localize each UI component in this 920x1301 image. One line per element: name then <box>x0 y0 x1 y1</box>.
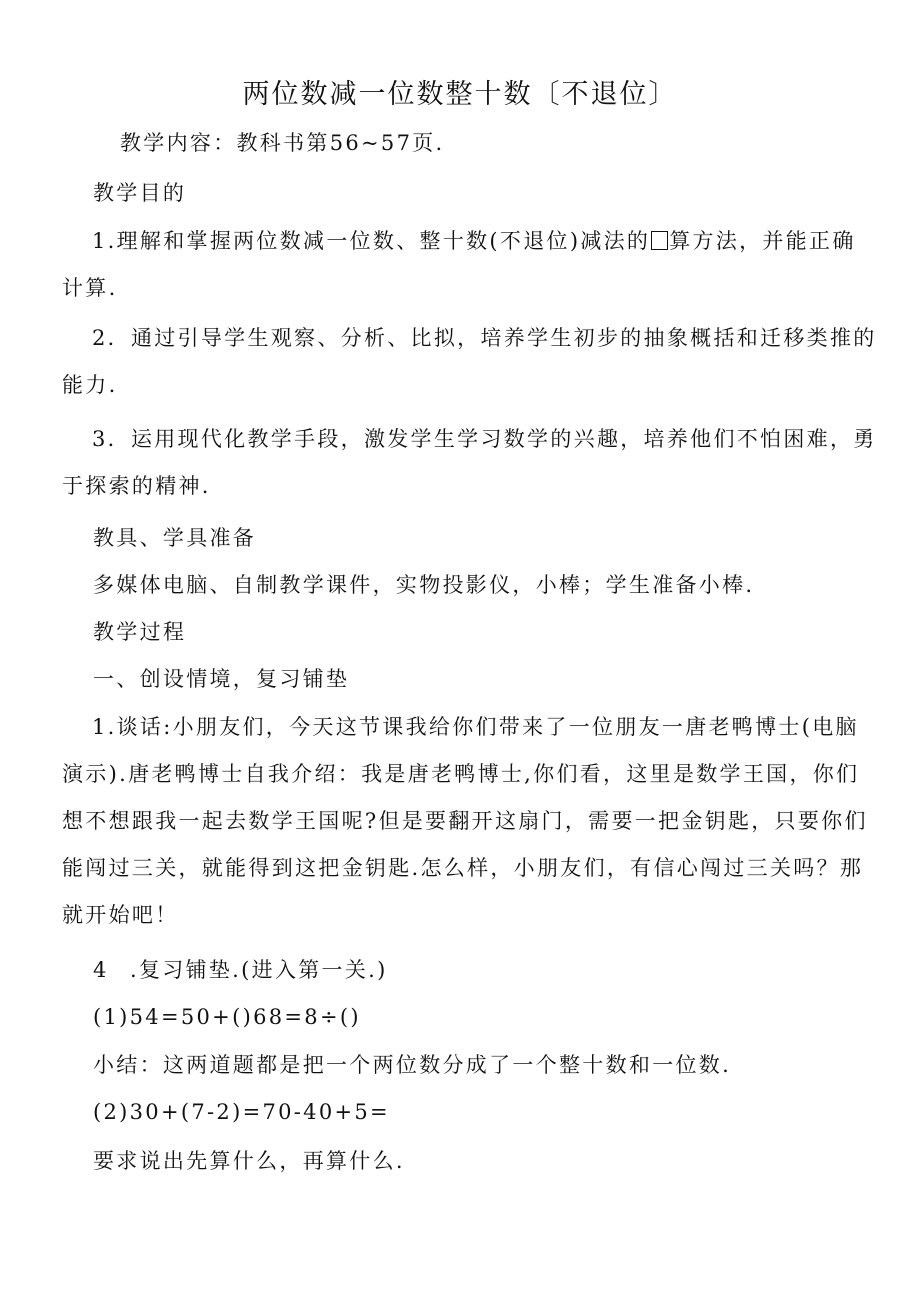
objective-1-line-2: 计算. <box>62 276 118 300</box>
objective-2-line-2: 能力. <box>62 373 118 397</box>
talk-paragraph <box>62 712 868 930</box>
section-1-heading: 一、创设情境，复习铺垫 <box>93 667 350 691</box>
objective-2-line-1: 2．通过引导学生观察、分析、比拟，培养学生初步的抽象概括和迁移类推的 <box>92 326 877 350</box>
review-number: 4 <box>93 958 109 982</box>
requirement: 要求说出先算什么，再算什么. <box>93 1149 405 1173</box>
objective-1-text-b: 算方法，并能正确 <box>669 229 856 253</box>
talk-line-1: 1.谈话:小朋友们，今天这节课我给你们带来了一位朋友一唐老鸭博士(电脑 <box>92 715 859 739</box>
tools-heading: 教具、学具准备 <box>93 526 257 550</box>
talk-line-5: 就开始吧！ <box>62 903 179 927</box>
objective-3-line-1: 3．运用现代化教学手段，激发学生学习数学的兴趣，培养他们不怕困难，勇 <box>92 427 877 451</box>
talk-line-4: 能闯过三关，就能得到这把金钥匙.怎么样，小朋友们，有信心闯过三关吗？那 <box>62 856 864 880</box>
document-title: 两位数减一位数整十数〔不退位〕 <box>242 79 678 110</box>
review-heading: .复习铺垫.(进入第一关.) <box>130 958 388 982</box>
objective-1 <box>62 226 862 303</box>
exercise-1: (1)54=50+()68=8÷() <box>93 1005 361 1029</box>
summary: 小结：这两道题都是把一个两位数分成了一个整十数和一位数. <box>93 1053 732 1077</box>
objective-3-line-2: 于探索的精神. <box>62 474 211 498</box>
process-heading: 教学过程 <box>93 620 187 644</box>
objective-2 <box>62 323 877 400</box>
tools-list: 多媒体电脑、自制教学课件，实物投影仪，小棒；学生准备小棒. <box>93 573 755 597</box>
objective-1-text-a: 1.理解和掌握两位数减一位数、整十数(不退位)减法的 <box>92 229 651 253</box>
objective-3 <box>62 424 877 501</box>
exercise-2: (2)30+(7-2)=70-40+5= <box>93 1100 390 1124</box>
objective-1-line-1 <box>62 226 862 256</box>
talk-line-3: 想不想跟我一起去数学王国呢?但是要翻开这扇门，需要一把金钥匙，只要你们 <box>62 809 868 833</box>
missing-glyph-box-icon <box>651 231 668 250</box>
talk-line-2: 演示).唐老鸭博士自我介绍：我是唐老鸭博士,你们看，这里是数学王国，你们 <box>62 762 860 786</box>
objectives-heading: 教学目的 <box>93 181 187 205</box>
teaching-content: 教学内容：教科书第56~57页. <box>120 131 445 155</box>
